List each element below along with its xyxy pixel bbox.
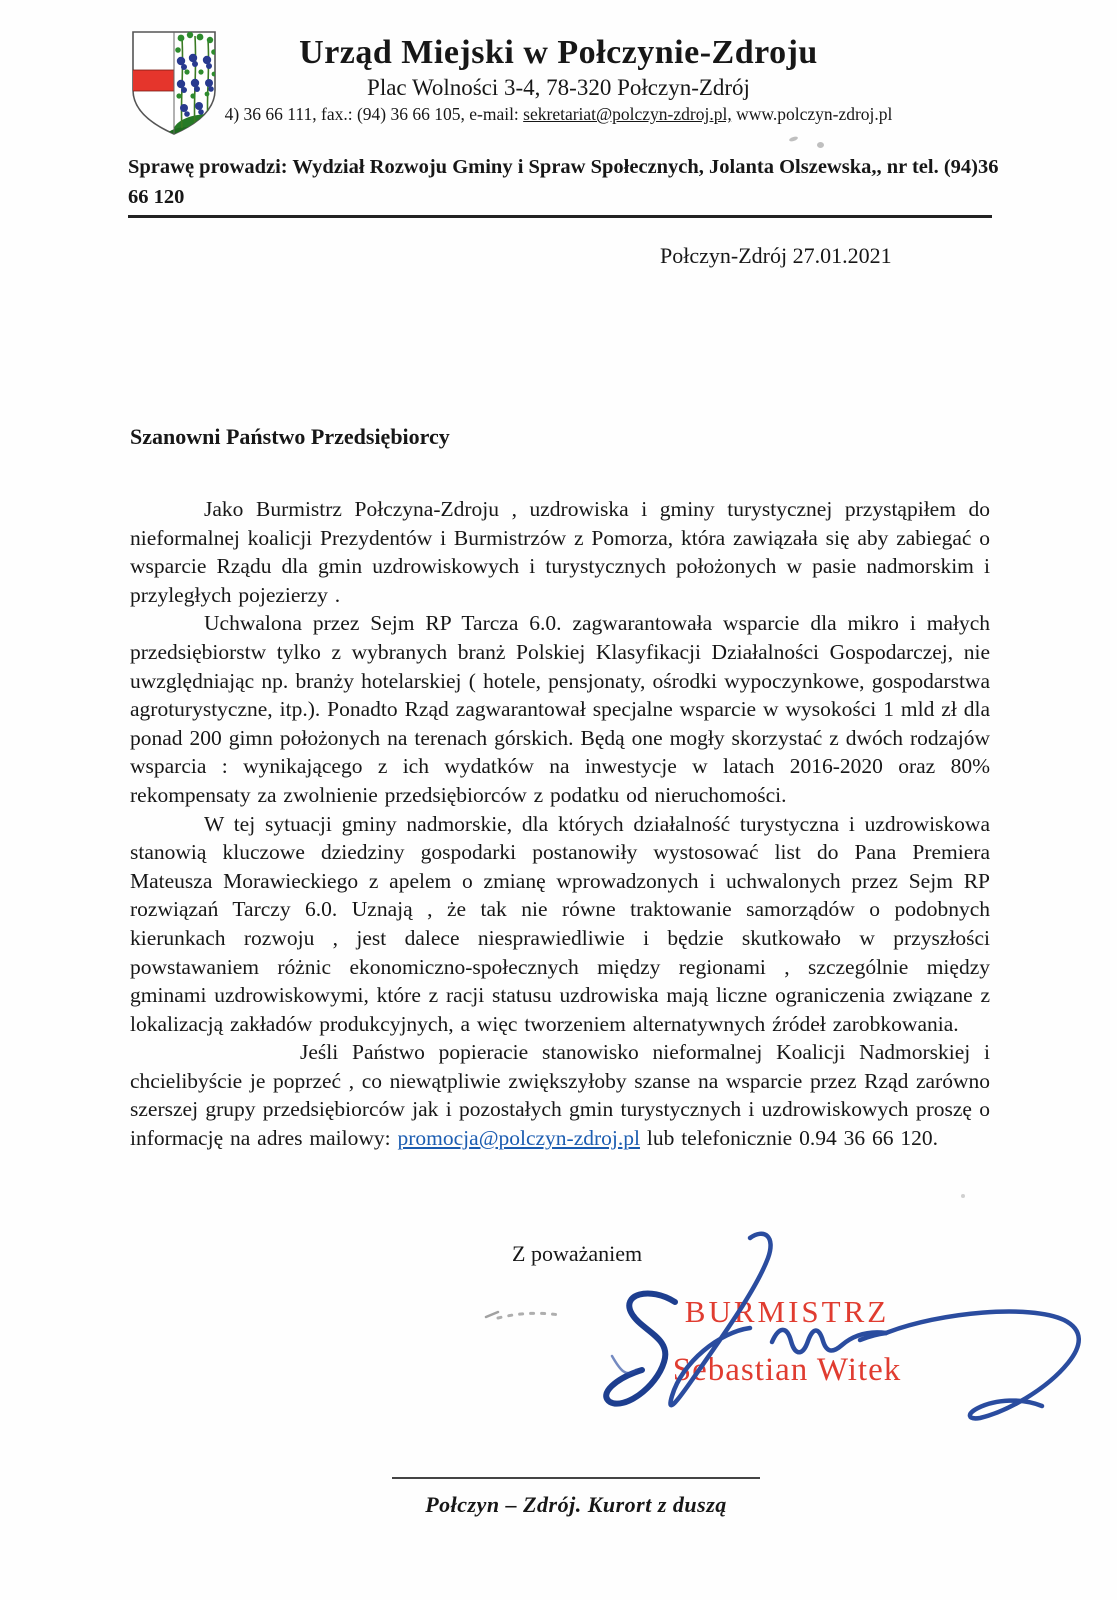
promocja-email-link[interactable]: promocja@polczyn-zdroj.pl (397, 1126, 640, 1151)
org-contact-prefix: 4) 36 66 111, fax.: (94) 36 66 105, e-mail: (224, 104, 524, 124)
valediction: Z poważaniem (512, 1241, 643, 1266)
salutation: Szanowni Państwo Przedsiębiorcy (130, 424, 450, 449)
scan-artifact (961, 1194, 965, 1198)
paragraph-2: Uchwalona przez Sejm RP Tarcza 6.0. zagwarantowała wsparcie dla mikro i małych przedsiębiorstw tylko z wybranych branż Polskiej Klasyfikacji Działalności Gospodarczej, nie uwzględniając np. branży hotelarskiej ( hotele, pensjonaty, ośrodki wypoczynkowe, gospodarstwa agroturystyczne, itp.). Ponadto Rząd zagwarantował specjalne wsparcie w wysokości 1 mld zł dla ponad 200 gimn położonych na terenach górskich. Będą one mogły skorzystać z dwóch rodzajów wsparcia : wynikającego z ich wydatków na inwestycje w latach 2016-2020 oraz 80% rekompensaty za zwolnienie przedsiębiorców z podatku od nieruchomości. (130, 611, 990, 807)
letterhead (0, 34, 1117, 125)
case-handler-line: Sprawę prowadzi: Wydział Rozwoju Gminy i Spraw Społecznych, Jolanta Olszewska,, nr tel. (94)36 66 120 (128, 156, 999, 208)
paragraph-4-text: Jeśli Państwo popieracie stanowisko nieformalnej Koalicji Nadmorskiej i chcielibyście je poprzeć , co niewątpliwie zwiększyłoby szanse na wsparcie przez Rząd zarówno szerszej grupy przedsiębiorców jak i pozostałych gmin turystycznych i uzdrowiskowych proszę o informację na adres mailowy: (130, 1040, 990, 1151)
org-contact-suffix: www.polczyn-zdroj.pl (731, 104, 893, 124)
mayor-stamp-name: Sebastian Witek (672, 1352, 902, 1388)
mayor-stamp-title: BURMISTRZ (684, 1294, 890, 1329)
paragraph-4 (130, 1038, 990, 1152)
paragraph-1: Jako Burmistrz Połczyna-Zdroju , uzdrowiska i gminy turystycznej przystąpiłem do nieformalnej koalicji Prezydentów i Burmistrzów z Pomorza, która zawiązała się aby zabiegać o wsparcie Rządu dla gmin uzdrowiskowych i turystycznych położonych w pasie nadmorskim i przyległych pojezierzy . (130, 497, 990, 607)
org-address: Plac Wolności 3-4, 78-320 Połczyn-Zdrój (367, 75, 750, 100)
org-contact-line (0, 104, 1117, 125)
paragraph-3: W tej sytuacji gminy nadmorskie, dla których działalność turystyczna i uzdrowiskowa stanowią kluczowe dziedziny gospodarki postanowiły wystosować list do Pana Premiera Mateusza Morawieckiego z apelem o zmianę wprowadzonych i uchwalonych przez Sejm RP rozwiązań Tarczy 6.0. Uznają , że tak nie równe traktowanie samorządów o podobnych kierunkach rozwoju , jest dalece niesprawiedliwie i będzie skutkowało w przyszłości powstawaniem różnic ekonomiczno-społecznych między regionami , szczególnie między gminami uzdrowiskowymi, które z racji statusu uzdrowiska mają liczne ograniczenia związane z lokalizacją zakładów produkcyjnych, a więc tworzeniem alternatywnych źródeł zarobkowania. (130, 811, 990, 1036)
letter-body (130, 495, 990, 1153)
secretariat-email: sekretariat@polczyn-zdroj.pl, (523, 104, 732, 124)
header-divider (128, 215, 992, 218)
paragraph-4-tail: lub telefonicznie 0.94 36 66 120. (639, 1126, 938, 1151)
dateline: Połczyn-Zdrój 27.01.2021 (660, 243, 892, 268)
scan-artifact (789, 136, 799, 143)
city-slogan: Połczyn – Zdrój. Kurort z duszą (425, 1492, 727, 1517)
scan-artifact (817, 142, 824, 148)
footer-divider (392, 1477, 760, 1479)
org-title: Urząd Miejski w Połczynie-Zdroju (299, 34, 818, 71)
